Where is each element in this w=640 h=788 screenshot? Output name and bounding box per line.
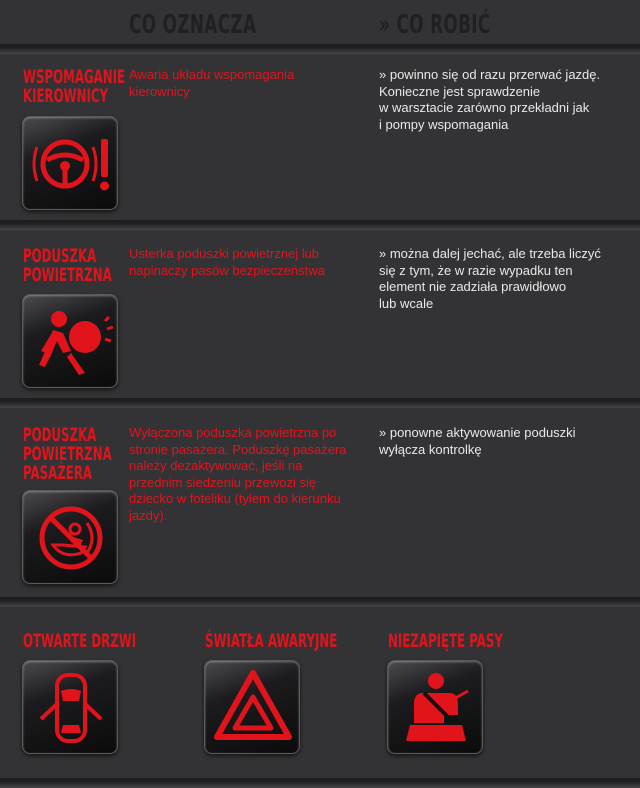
divider: [0, 220, 640, 230]
warning-light-tile: [204, 660, 300, 754]
warning-light-tile: [22, 660, 118, 754]
row-description: Usterka poduszki powietrznej lub napinaczy pasów bezpieczeństwa: [129, 246, 325, 278]
divider: [0, 778, 640, 788]
open-doors-icon: [23, 661, 119, 755]
column-header: [0, 0, 640, 48]
row-description: Awaria układu wspomagania kierownicy: [129, 67, 295, 99]
row-title: PODUSZKA POWIETRZNA: [23, 245, 112, 286]
header-what: CO OZNACZA: [129, 10, 257, 40]
divider: [0, 597, 640, 607]
bottom-label: ŚWIATŁA AWARYJNE: [205, 630, 338, 652]
warning-light-tile: [22, 490, 118, 584]
bottom-label: NIEZAPIĘTE PASY: [388, 630, 503, 652]
header-todo: » CO ROBIĆ: [379, 10, 491, 40]
row-title: WSPOMAGANIE KIEROWNICY: [23, 66, 126, 107]
row-action: » powinno się od razu przerwać jazdę. Konieczne jest sprawdzenie w warsztacie zarówno przekładni jak i pompy wspomagania: [379, 67, 601, 132]
row-action: » ponowne aktywowanie poduszki wyłącza kontrolkę: [379, 425, 576, 457]
warning-light-tile: [22, 294, 118, 388]
warning-light-tile: [387, 660, 483, 754]
divider: [0, 44, 640, 54]
row-action: » można dalej jechać, ale trzeba liczyć się z tym, że w razie wypadku ten element nie zadziała prawidłowo lub wcale: [379, 246, 601, 311]
divider: [0, 398, 640, 408]
warning-light-tile: [22, 116, 118, 210]
steering-wheel-warning-icon: [23, 117, 119, 211]
bottom-label: OTWARTE DRZWI: [23, 630, 137, 652]
row-description: Wyłączona poduszka powietrzna po stronie pasażera. Poduszkę pasażera należy dezaktywować, jeśli na przednim siedzeniu przewozi się dziecko w foteliku (tyłem do kierunku jazdy).: [129, 425, 347, 523]
hazard-lights-icon: [205, 661, 301, 755]
seatbelt-icon: [388, 661, 484, 755]
row-title: PODUSZKA POWIETRZNA PASAŻERA: [23, 424, 112, 484]
airbag-icon: [23, 295, 119, 389]
passenger-airbag-off-icon: [23, 491, 119, 585]
